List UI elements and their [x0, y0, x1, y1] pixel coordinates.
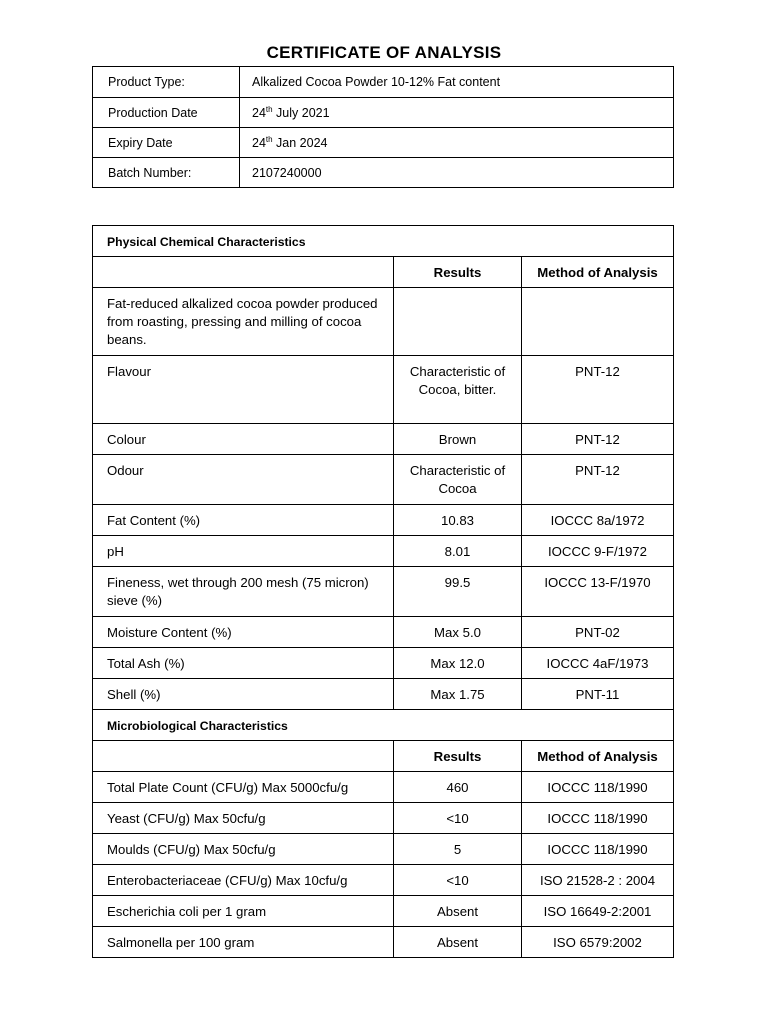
- characteristic-result: Max 5.0: [394, 617, 522, 648]
- characteristic-name: Shell (%): [93, 679, 394, 710]
- micro-section-header: [93, 710, 674, 741]
- column-header-method: Method of Analysis: [522, 741, 674, 772]
- page-title: CERTIFICATE OF ANALYSIS: [266, 43, 502, 62]
- characteristic-name: Colour: [93, 424, 394, 455]
- characteristic-method: ISO 16649-2:2001: [522, 896, 674, 927]
- characteristic-method: ISO 21528-2 : 2004: [522, 865, 674, 896]
- physical-section-header: [93, 226, 674, 257]
- product-info-table: [92, 66, 674, 188]
- table-row: [93, 617, 674, 648]
- physical-section-title: Physical Chemical Characteristics: [93, 226, 674, 257]
- characteristic-result: 8.01: [394, 536, 522, 567]
- table-row: [93, 896, 674, 927]
- table-row: [93, 865, 674, 896]
- batch-number-value: 2107240000: [240, 158, 674, 188]
- product-type-value: Alkalized Cocoa Powder 10-12% Fat content: [240, 67, 674, 98]
- characteristic-method: IOCCC 118/1990: [522, 803, 674, 834]
- characteristic-result: <10: [394, 865, 522, 896]
- table-row: [93, 356, 674, 424]
- expiry-date-rest: Jan 2024: [272, 135, 328, 150]
- table-row: [93, 567, 674, 617]
- characteristic-result: <10: [394, 803, 522, 834]
- production-date-rest: July 2021: [272, 105, 330, 120]
- characteristic-name: Flavour: [93, 356, 394, 424]
- characteristic-name: Salmonella per 100 gram: [93, 927, 394, 958]
- characteristic-name: Escherichia coli per 1 gram: [93, 896, 394, 927]
- table-row: [93, 505, 674, 536]
- product-description: Fat-reduced alkalized cocoa powder produced from roasting, pressing and milling of cocoa beans.: [93, 288, 394, 356]
- column-header-blank: [93, 257, 394, 288]
- characteristic-name: Moulds (CFU/g) Max 50cfu/g: [93, 834, 394, 865]
- expiry-date-day: 24: [252, 135, 266, 150]
- characteristic-name: Moisture Content (%): [93, 617, 394, 648]
- micro-section-title: Microbiological Characteristics: [93, 710, 674, 741]
- expiry-date-value: [240, 128, 674, 158]
- production-date-label: Production Date: [93, 98, 240, 128]
- product-type-label: Product Type:: [93, 67, 240, 98]
- column-header-results: Results: [394, 257, 522, 288]
- characteristic-name: Enterobacteriaceae (CFU/g) Max 10cfu/g: [93, 865, 394, 896]
- characteristic-result: Absent: [394, 927, 522, 958]
- characteristic-result: Max 12.0: [394, 648, 522, 679]
- characteristic-method: PNT-02: [522, 617, 674, 648]
- characteristic-method: IOCCC 13-F/1970: [522, 567, 674, 617]
- characteristic-method: IOCCC 118/1990: [522, 834, 674, 865]
- characteristic-method: IOCCC 118/1990: [522, 772, 674, 803]
- characteristic-result: 10.83: [394, 505, 522, 536]
- product-type-row: [93, 67, 674, 98]
- column-header-results: Results: [394, 741, 522, 772]
- characteristic-method: PNT-12: [522, 356, 674, 424]
- batch-number-row: [93, 158, 674, 188]
- characteristic-method: PNT-12: [522, 424, 674, 455]
- expiry-date-label: Expiry Date: [93, 128, 240, 158]
- characteristic-name: Odour: [93, 455, 394, 505]
- production-date-suffix: th: [265, 104, 273, 114]
- expiry-date-suffix: th: [265, 134, 273, 144]
- characteristic-method: PNT-12: [522, 455, 674, 505]
- characteristic-result: Characteristic of Cocoa: [394, 455, 522, 505]
- characteristic-result: Characteristic of Cocoa, bitter.: [394, 356, 522, 424]
- description-row: [93, 288, 674, 356]
- batch-number-label: Batch Number:: [93, 158, 240, 188]
- table-row: [93, 772, 674, 803]
- analysis-table: [92, 225, 674, 958]
- characteristic-name: Total Plate Count (CFU/g) Max 5000cfu/g: [93, 772, 394, 803]
- table-row: [93, 455, 674, 505]
- table-row: [93, 679, 674, 710]
- table-row: [93, 648, 674, 679]
- characteristic-name: Yeast (CFU/g) Max 50cfu/g: [93, 803, 394, 834]
- characteristic-name: Fat Content (%): [93, 505, 394, 536]
- physical-column-headers: [93, 257, 674, 288]
- characteristic-method: PNT-11: [522, 679, 674, 710]
- characteristic-method: IOCCC 8a/1972: [522, 505, 674, 536]
- characteristic-result: 460: [394, 772, 522, 803]
- characteristic-method: IOCCC 4aF/1973: [522, 648, 674, 679]
- table-row: [93, 927, 674, 958]
- production-date-value: [240, 98, 674, 128]
- characteristic-result: Brown: [394, 424, 522, 455]
- column-header-method: Method of Analysis: [522, 257, 674, 288]
- column-header-blank: [93, 741, 394, 772]
- table-row: [93, 803, 674, 834]
- production-date-row: [93, 98, 674, 128]
- characteristic-result: 99.5: [394, 567, 522, 617]
- characteristic-method: IOCCC 9-F/1972: [522, 536, 674, 567]
- characteristic-name: Total Ash (%): [93, 648, 394, 679]
- description-method-blank: [522, 288, 674, 356]
- production-date-day: 24: [252, 105, 266, 120]
- characteristic-method: ISO 6579:2002: [522, 927, 674, 958]
- characteristic-name: Fineness, wet through 200 mesh (75 micron) sieve (%): [93, 567, 394, 617]
- characteristic-result: Max 1.75: [394, 679, 522, 710]
- table-row: [93, 424, 674, 455]
- expiry-date-row: [93, 128, 674, 158]
- micro-column-headers: [93, 741, 674, 772]
- characteristic-result: 5: [394, 834, 522, 865]
- characteristic-name: pH: [93, 536, 394, 567]
- description-results-blank: [394, 288, 522, 356]
- table-row: [93, 834, 674, 865]
- table-row: [93, 536, 674, 567]
- characteristic-result: Absent: [394, 896, 522, 927]
